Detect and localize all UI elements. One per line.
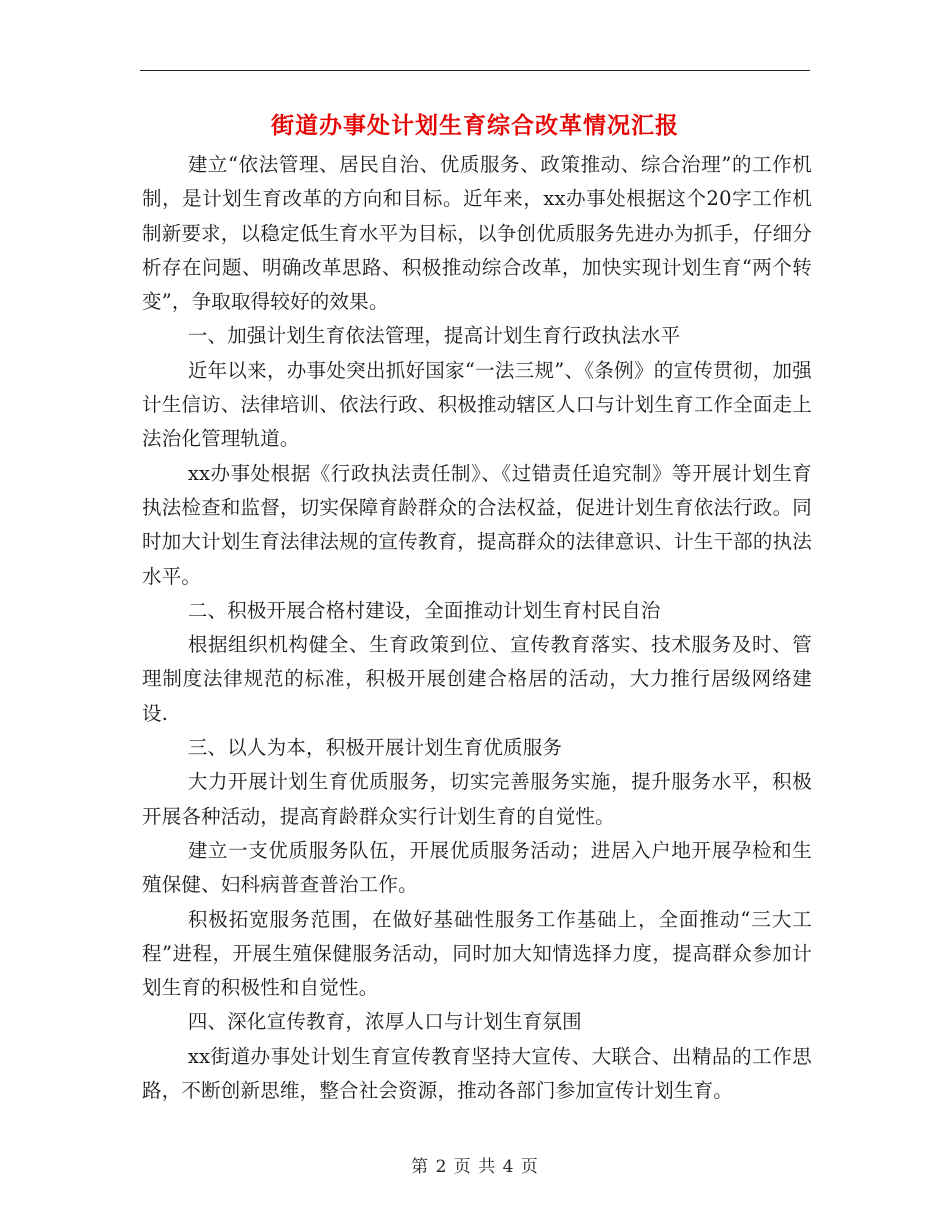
section-heading-2: 二、积极开展合格村建设，全面推动计划生育村民自治 <box>187 598 661 622</box>
page-footer: 第 2 页 共 4 页 <box>411 1157 539 1177</box>
paragraph: xx街道办事处计划生育宣传教育坚持大宣传、大联合、出精品的工作思路，不断创新思维，整合社会资源，推动各部门参加宣传计划生育。 <box>142 1044 812 1103</box>
section-heading-3: 三、以人为本，积极开展计划生育优质服务 <box>187 736 563 760</box>
header-rule <box>140 70 810 71</box>
section-heading-1: 一、加强计划生育依法管理，提高计划生育行政执法水平 <box>187 324 681 348</box>
paragraph: xx办事处根据《行政执法责任制》、《过错责任追究制》等开展计划生育执法检查和监督，切实保障育龄群众的合法权益，促进计划生育依法行政。同时加大计划生育法律法规的宣传教育，提高群众的法律意识、计生干部的执法水平。 <box>142 461 812 588</box>
document-body <box>142 148 812 1108</box>
paragraph: 建立一支优质服务队伍，开展优质服务活动；进居入户地开展孕检和生殖保健、妇科病普查普治工作。 <box>142 838 812 897</box>
paragraph: 近年以来，办事处突出抓好国家“一法三规”、《条例》的宣传贯彻，加强计生信访、法律培训、依法行政、积极推动辖区人口与计划生育工作全面走上法治化管理轨道。 <box>142 358 812 451</box>
paragraph: 大力开展计划生育优质服务，切实完善服务实施，提升服务水平，积极开展各种活动，提高育龄群众实行计划生育的自觉性。 <box>142 770 812 828</box>
paragraph-intro: 建立“依法管理、居民自治、优质服务、政策推动、综合治理”的工作机制，是计划生育改革的方向和目标。近年来，xx办事处根据这个20字工作机制新要求，以稳定低生育水平为目标，以争创优质服务先进办为抓手，仔细分析存在问题、明确改革思路、积极推动综合改革，加快实现计划生育“两个转变”，争取取得较好的效果。 <box>142 153 812 314</box>
document-title: 街道办事处计划生育综合改革情况汇报 <box>271 112 679 139</box>
section-heading-4: 四、深化宣传教育，浓厚人口与计划生育氛围 <box>187 1010 582 1034</box>
paragraph: 积极拓宽服务范围，在做好基础性服务工作基础上，全面推动“三大工程”进程，开展生殖保健服务活动，同时加大知情选择力度，提高群众参加计划生育的积极性和自觉性。 <box>142 907 812 1000</box>
paragraph: 根据组织机构健全、生育政策到位、宣传教育落实、技术服务及时、管理制度法律规范的标准，积极开展创建合格居的活动，大力推行居级网络建设. <box>142 633 812 725</box>
